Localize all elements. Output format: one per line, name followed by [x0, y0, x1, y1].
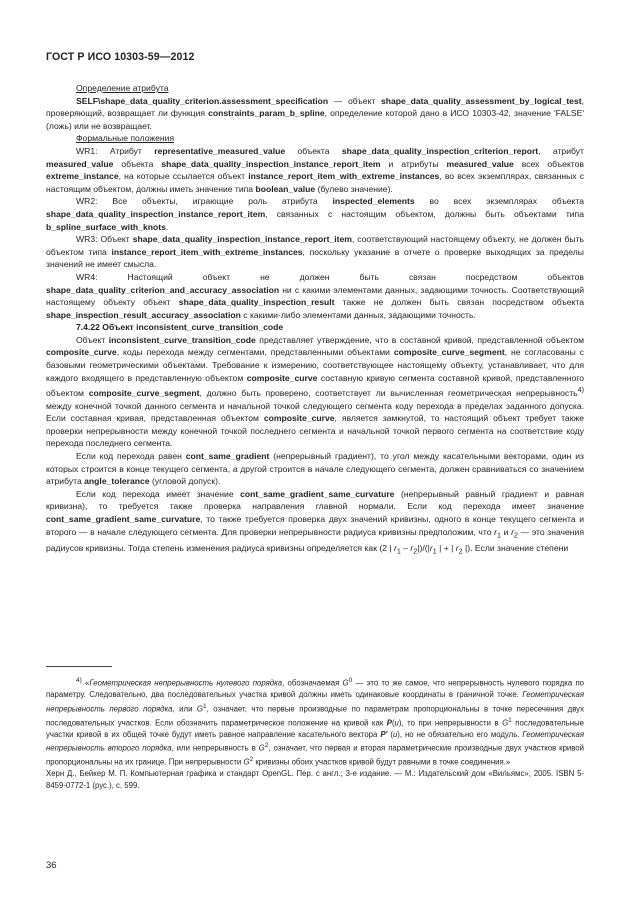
paragraph: Объект inconsistent_curve_transition_code представляет утверждение, что в составной кривой, представленной объектом composite_curve, коды перехода между сегментами, представленными объектами composite_curve_segment, не согласованы с базовыми геометрическими объектами. Требование к измерению, соответствующее настоящему объекту, устанавливает, что для каждого входящего в представленную объектом composite_curve составную кривую сегмента составной кривой, представленного объектом composite_curve_segment, должно быть проверено, соответствует ли вычисленная геометрическая непрерывность$^{4)}$ между конечной точкой данного сегмента и начальной точкой следующего сегмента коду перехода в пределах заданного допуска. Если составная кривая, представленная объектом composite_curve, является замкнутой, то настоящий объект требует также проверки непрерывности между конечной точкой последнего сегмента и начальной точкой первого сегмента на соответствие коду перехода последнего сегмента.	[46, 334, 585, 449]
paragraph: WR3: Объект shape_data_quality_inspection_instance_report_item, соответствующий настоящему объекту, не должен быть объектом типа instance_report_item_with_extreme_instances, поскольку указание в отчете о проверке выходящих за пределы значений не имеет смысла.	[46, 234, 584, 270]
document-header: ГОСТ Р ИСО 10303-59—2012	[46, 51, 195, 63]
section-heading: 7.4.22 Объект inconsistent_curve_transition_code	[76, 322, 284, 333]
footnote-text: $^{4)}$ «Геометрическая непрерывность нулевого порядка, обозначаемая $G^0$ — это то же самое, что непрерывность нулевого порядка по параметру. Следовательно, два последовательных участка кривой должны иметь одинаковые координаты в граничной точке. Геометрическая непрерывность первого порядка, или $G^1$, означает, что первые производные по параметрам пропорциональны в точке пересечения двух последовательных участков. Если обозначить параметрическое положение на кривой как P(u), то при непрерывности в $G^1$ последовательные участки кривой в их общей точке будут иметь равное направление касательного вектора P' (u), но не обязательно его модуль. Геометрическая непрерывность второго порядка, или непрерывность в $G^2$, означает, что первая и вторая параметрические производные двух участков кривой пропорциональны на их границе. При непрерывности $G^2$ кривизны обоих участков кривой будут равными в точке соединения.»	[46, 677, 585, 767]
paragraph: SELF\shape_data_quality_criterion.assessment_specification — объект shape_data_quality_assessment_by_logical_test, проверяющий, возвращает ли функция constraints_param_b_spline, определение которой дано в ИСО 10303-42, значение 'FALSE' (ложь) или не возвращает.	[46, 95, 584, 131]
subsection-label: Определение атрибута	[76, 83, 169, 93]
footnote-rule	[46, 666, 112, 667]
paragraph: WR1: Атрибут representative_measured_value объекта shape_data_quality_inspection_criterion_report, атрибут measured_value объекта shape_data_quality_inspection_instance_report_item и атрибуты measured_value всех объектов extreme_instance, на которые ссылается объект instance_report_item_with_extreme_instances, во всех экземплярах, связанных с настоящим объектом, должны иметь значение типа boolean_value (булево значение).	[46, 145, 585, 194]
subsection-label: Формальные положения	[76, 133, 175, 144]
footnote-text: Херн Д., Бейкер М. П. Компьютерная графика и стандарт OpenGL. Пер. с англ.; 3-е издание. — М.: Издательский дом «Вильямс», 2005. ISBN 5-8459-0772-1 (рус.), с. 599.	[46, 769, 584, 790]
paragraph: WR2: Все объекты, играющие роль атрибута inspected_elements во всех экземплярах объекта shape_data_quality_inspection_instance_report_item, связанных с настоящим объектом, должны быть объектами типа b_spline_surface_with_knots.	[46, 196, 585, 232]
paragraph: WR4: Настоящий объект не должен быть связан посредством объектов shape_data_quality_criterion_and_accuracy_association ни с какими элементами данных, задающими точность. Соответствующий настоящему объекту объект shape_data_quality_inspection_result также не должен быть связан посредством объекта shape_inspection_result_accuracy_association с какими-либо элементами данных, задающими точность.	[46, 271, 584, 320]
paragraph: Если код перехода имеет значение cont_same_gradient_same_curvature (непрерывный равный градиент и равная кривизна), то требуется также проверка направления главной нормали. Если код перехода имеет значение cont_same_gradient_same_curvature, то также требуется проверка двух значений кривизны, одного в конце текущего сегмента и второго — в начале следующего сегмента. Для проверки непрерывности радиуса кривизны предположим, что $r_1$ и $r_2$ — это значения радиусов кривизны. Тогда степень изменения радиуса кривизны определяется как (2 | $r_1 - r_2|)/(|r_1$ | + | $r_2$ |). Если значение степени	[46, 488, 585, 556]
paragraph: Если код перехода равен cont_same_gradient (непрерывный градиент), то угол между касательными векторами, один из которых строится в конце текущего сегмента, а другой строится в начале следующего сегмента, должен сравниваться со значением атрибута angle_tolerance (угловой допуск).	[46, 451, 585, 487]
footnote	[46, 675, 584, 791]
page-number: 36	[46, 860, 57, 871]
document-body	[46, 82, 584, 558]
